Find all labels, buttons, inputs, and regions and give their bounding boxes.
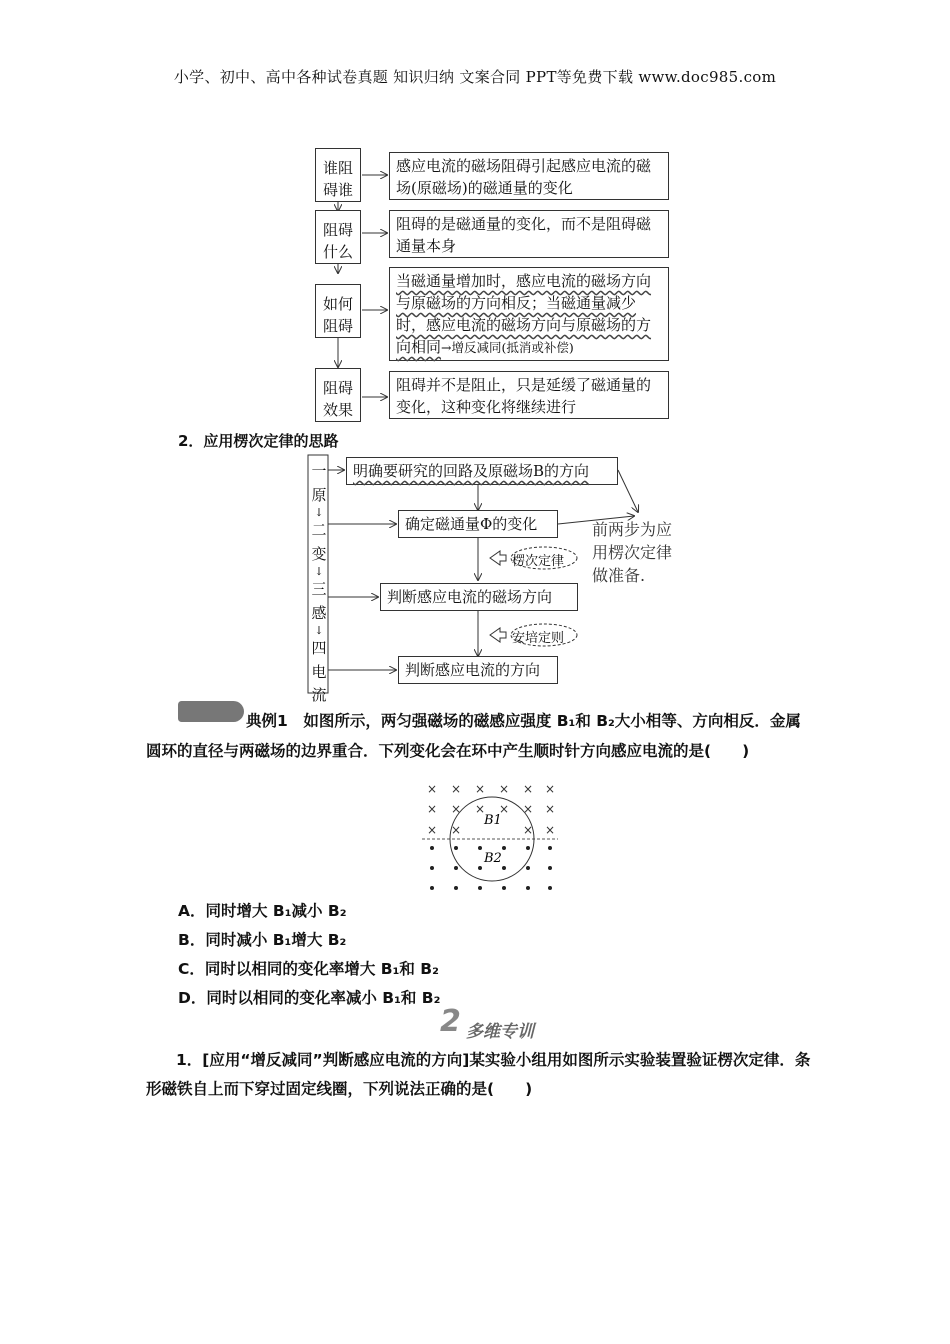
note-line: 前两步为应 bbox=[592, 520, 673, 539]
desc-box-effect: 阻碍并不是阻止，只是延缓了磁通量的变化，这种变化将继续进行 bbox=[389, 371, 669, 419]
side-note bbox=[592, 518, 672, 587]
cross-mark: × bbox=[450, 823, 462, 837]
label-box-what bbox=[315, 210, 361, 264]
section-banner bbox=[440, 1004, 540, 1042]
option-b[interactable]: B．同时减小 B₁增大 B₂ bbox=[178, 931, 347, 949]
cross-mark: × bbox=[544, 802, 556, 816]
example-title: 典例1 bbox=[246, 712, 288, 730]
cross-mark: × bbox=[450, 802, 462, 816]
banner-number: 2 bbox=[440, 1004, 461, 1039]
magnetic-field-figure bbox=[420, 780, 560, 895]
exercise-text: 1．[应用“增反减同”判断感应电流的方向]某实验小组用如图所示实验装置验证楞次定律．条形磁铁自上而下穿过固定线圈，下列说法正确的是( ) bbox=[146, 1051, 811, 1098]
label-line: 阻碍 bbox=[322, 379, 353, 397]
cross-mark: × bbox=[498, 782, 510, 796]
step-char: 一 bbox=[311, 462, 327, 480]
example-text: 如图所示，两匀强磁场的磁感应强度 B₁和 B₂大小相等、方向相反．金属圆环的直径与两磁场的边界重合．下列变化会在环中产生顺时针方向感应电流的是( ) bbox=[146, 712, 801, 760]
exercise1-question bbox=[146, 1046, 816, 1104]
law-label-lenz: 楞次定律 bbox=[512, 554, 565, 569]
step-box-1 bbox=[346, 457, 618, 485]
step-box-3: 判断感应电流的磁场方向 bbox=[380, 583, 578, 611]
step-char: 三 bbox=[311, 580, 327, 598]
cross-mark: × bbox=[544, 782, 556, 796]
label-line: 阻碍 bbox=[322, 317, 353, 335]
step-box-4: 判断感应电流的方向 bbox=[398, 656, 558, 684]
step-char: 变 bbox=[311, 544, 327, 563]
label-line: 效果 bbox=[322, 401, 353, 419]
b1-label: B1 bbox=[484, 813, 502, 828]
step-column bbox=[309, 460, 329, 708]
page-header: 小学、初中、高中各种试卷真题 知识归纳 文案合同 PPT等免费下载 www.doc985.com bbox=[173, 68, 777, 86]
label-box-how bbox=[315, 284, 361, 338]
step-char: 四 bbox=[311, 639, 327, 657]
cross-mark: × bbox=[474, 782, 486, 796]
option-c[interactable]: C．同时以相同的变化率增大 B₁和 B₂ bbox=[178, 960, 439, 978]
option-d[interactable]: D．同时以相同的变化率减小 B₁和 B₂ bbox=[178, 989, 441, 1007]
cross-mark: × bbox=[426, 782, 438, 796]
cross-mark: × bbox=[450, 782, 462, 796]
note-line: 用楞次定律 bbox=[592, 543, 673, 562]
desc-note: →增反减同(抵消或补偿) bbox=[441, 340, 574, 355]
cross-mark: × bbox=[426, 823, 438, 837]
cross-mark: × bbox=[544, 823, 556, 837]
down-arrow-icon: ↓ bbox=[314, 565, 324, 578]
cross-mark: × bbox=[474, 802, 486, 816]
desc-box-how bbox=[389, 267, 669, 361]
cross-mark: × bbox=[522, 802, 534, 816]
cross-mark: × bbox=[426, 802, 438, 816]
label-line: 碍谁 bbox=[322, 181, 353, 199]
desc-box-what: 阻碍的是磁通量的变化，而不是阻碍磁通量本身 bbox=[389, 210, 669, 258]
desc-box-who: 感应电流的磁场阻碍引起感应电流的磁场(原磁场)的磁通量的变化 bbox=[389, 152, 669, 200]
law-label-ampere: 安培定则 bbox=[512, 631, 565, 646]
b2-label: B2 bbox=[484, 851, 502, 866]
label-box-effect bbox=[315, 368, 361, 422]
step-char: 原 bbox=[311, 485, 327, 504]
example1-question bbox=[146, 706, 816, 766]
step-char: 感 bbox=[311, 603, 327, 622]
step-box-2: 确定磁通量Φ的变化 bbox=[398, 510, 558, 538]
cross-mark: × bbox=[498, 802, 510, 816]
label-box-who bbox=[315, 148, 361, 202]
label-line: 阻碍 bbox=[322, 221, 353, 239]
desc-main: 当磁通量增加时，感应电流的磁场方向与原磁场的方向相反；当磁通量减少时，感应电流的磁场方向与原磁场的方向相同 bbox=[396, 272, 652, 356]
step-char: 二 bbox=[311, 521, 327, 539]
step-text: 明确要研究的回路及原磁场B的方向 bbox=[353, 462, 590, 480]
label-line: 什么 bbox=[322, 243, 353, 261]
down-arrow-icon: ↓ bbox=[314, 506, 324, 519]
down-arrow-icon: ↓ bbox=[314, 624, 324, 637]
banner-text: 多维专训 bbox=[466, 1022, 534, 1042]
step-char: 流 bbox=[311, 686, 327, 704]
label-line: 如何 bbox=[322, 295, 353, 313]
section-title: 2．应用楞次定律的思路 bbox=[178, 432, 339, 450]
label-line: 谁阻 bbox=[322, 159, 353, 177]
note-line: 做准备. bbox=[592, 566, 646, 585]
cross-mark: × bbox=[522, 823, 534, 837]
cross-mark: × bbox=[522, 782, 534, 796]
step-char: 电 bbox=[311, 662, 327, 681]
option-a[interactable]: A．同时增大 B₁减小 B₂ bbox=[178, 902, 347, 920]
